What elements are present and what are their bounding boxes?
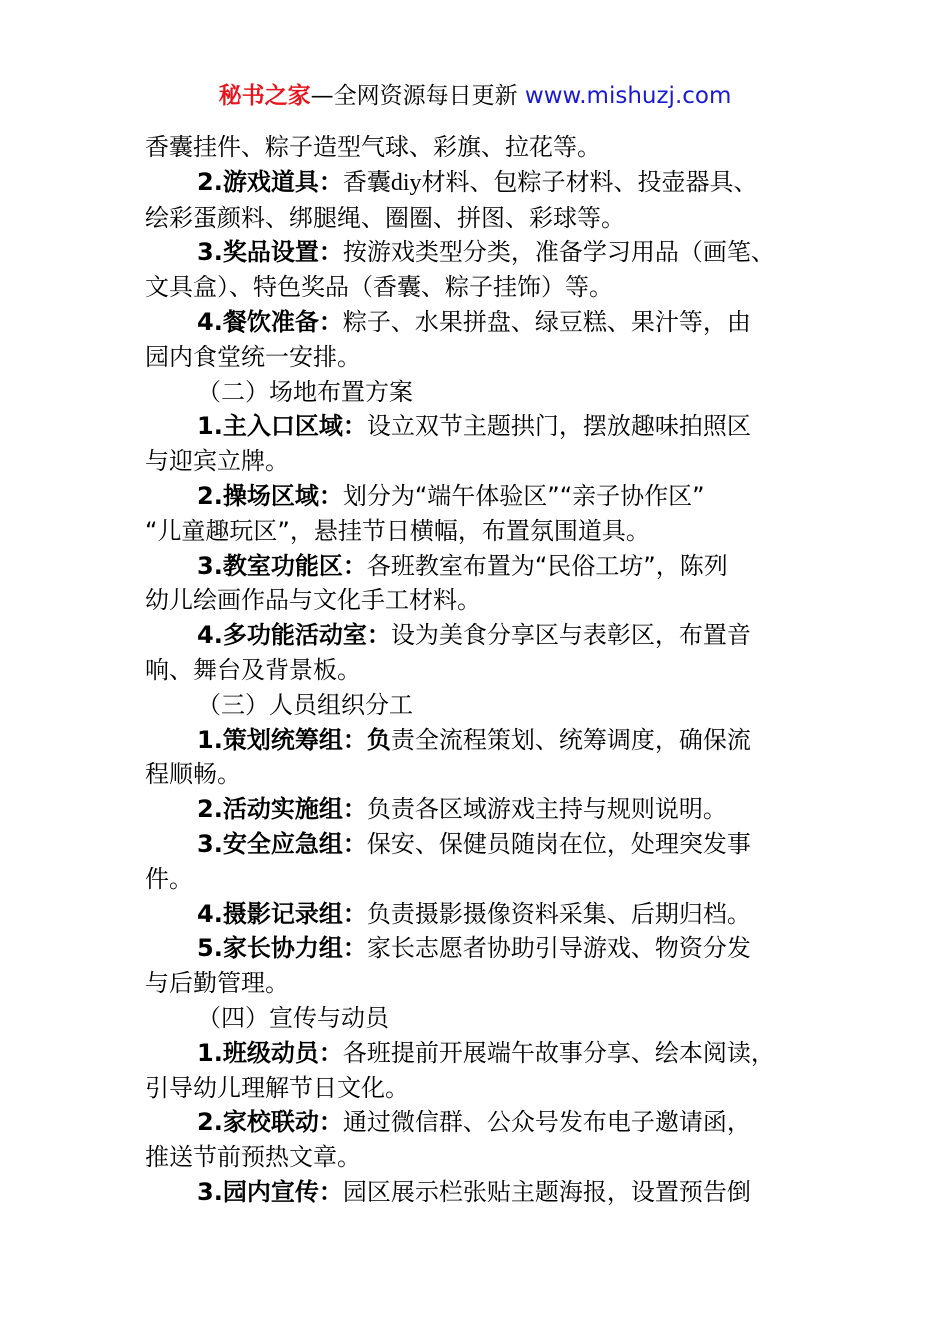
site-url-link[interactable]: www.mishuzj.com: [524, 83, 732, 109]
paragraph-line: 幼儿绘画作品与文化手工材料。: [145, 586, 481, 615]
list-item: [145, 1175, 835, 1210]
item-latin-text: diy: [390, 169, 422, 196]
list-item: [145, 479, 835, 514]
item-text: 责全流程策划、统筹调度，确保流: [390, 725, 751, 754]
item-text: 香囊: [342, 167, 391, 196]
item-label: 2.操场区域：: [197, 481, 343, 510]
list-item: [145, 897, 835, 932]
item-text: 家长志愿者协助引导游戏、物资分发: [366, 934, 751, 963]
item-label: 3.教室功能区：: [197, 551, 367, 580]
section-heading: （四）宣传与动员: [197, 1003, 389, 1032]
item-label: 1.主入口区域：: [197, 412, 367, 441]
item-text: 材料、包粽子材料、投壶器具、: [421, 167, 758, 196]
paragraph-line: 引导幼儿理解节日文化。: [145, 1073, 409, 1102]
paragraph-line: 与迎宾立牌。: [145, 447, 289, 476]
item-label: 3.园内宣传：: [197, 1177, 343, 1206]
item-text: 各班教室布置为“民俗工坊”，陈列: [366, 551, 728, 580]
paragraph-line: 绘彩蛋颜料、绑腿绳、圈圈、拼图、彩球等。: [145, 203, 625, 232]
item-label: 5.家长协力组：: [197, 934, 367, 963]
item-label: 1.班级动员：: [197, 1038, 343, 1067]
item-text: 设立双节主题拱门，摆放趣味拍照区: [366, 412, 751, 441]
item-label: 2.家校联动：: [197, 1108, 343, 1137]
list-item: [145, 235, 835, 270]
list-item: [145, 792, 835, 827]
item-text: 粽子、水果拼盘、绿豆糕、果汁等，由: [342, 307, 751, 336]
list-item: [145, 1036, 835, 1071]
item-label: 4.摄影记录组：: [197, 899, 367, 928]
paragraph-line: 推送节前预热文章。: [145, 1143, 361, 1172]
item-label: 2.游戏道具：: [197, 167, 343, 196]
paragraph-line: 香囊挂件、粽子造型气球、彩旗、拉花等。: [145, 133, 601, 161]
item-label: 4.多功能活动室：: [197, 621, 391, 650]
item-text: 负责摄影摄像资料采集、后期归档。: [366, 899, 751, 928]
header-separator: —: [310, 83, 334, 109]
section-heading: （二）场地布置方案: [197, 377, 413, 406]
brand-name: 秘书之家: [218, 83, 311, 109]
section-heading: （三）人员组织分工: [197, 690, 413, 719]
list-item: [145, 618, 835, 653]
item-text: 划分为“端午体验区”“亲子协作区”: [342, 481, 705, 510]
list-item: [145, 549, 835, 584]
item-text: 通过微信群、公众号发布电子邀请函，: [342, 1108, 751, 1137]
item-text: 设为美食分享区与表彰区，布置音: [390, 621, 751, 650]
list-item: [145, 165, 835, 201]
document-body: [145, 130, 835, 1210]
site-header: [0, 82, 950, 110]
paragraph-line: 件。: [145, 864, 193, 893]
item-label: 1.策划统筹组：负: [197, 725, 391, 754]
item-text: 保安、保健员随岗在位，处理突发事: [366, 829, 751, 858]
item-text: 负责各区域游戏主持与规则说明。: [366, 795, 727, 824]
item-label: 3.奖品设置：: [197, 238, 343, 267]
item-text: 各班提前开展端午故事分享、绘本阅读，: [342, 1038, 775, 1067]
paragraph-line: 与后勤管理。: [145, 969, 289, 998]
list-item: [145, 931, 835, 966]
item-label: 4.餐饮准备：: [197, 307, 343, 336]
list-item: [145, 723, 835, 758]
list-item: [145, 827, 835, 862]
paragraph-line: 程顺畅。: [145, 760, 241, 789]
list-item: [145, 409, 835, 444]
list-item: [145, 1105, 835, 1140]
item-label: 2.活动实施组：: [197, 795, 367, 824]
header-tagline: 全网资源每日更新: [333, 83, 518, 109]
list-item: [145, 305, 835, 340]
item-text: 园区展示栏张贴主题海报，设置预告倒: [342, 1177, 751, 1206]
paragraph-line: 园内食堂统一安排。: [145, 342, 361, 371]
paragraph-line: 响、舞台及背景板。: [145, 655, 361, 684]
paragraph-line: “儿童趣玩区”，悬挂节日横幅，布置氛围道具。: [145, 516, 650, 545]
item-label: 3.安全应急组：: [197, 829, 367, 858]
item-text: 按游戏类型分类，准备学习用品（画笔、: [342, 238, 775, 267]
paragraph-line: 文具盒）、特色奖品（香囊、粽子挂饰）等。: [145, 273, 613, 302]
